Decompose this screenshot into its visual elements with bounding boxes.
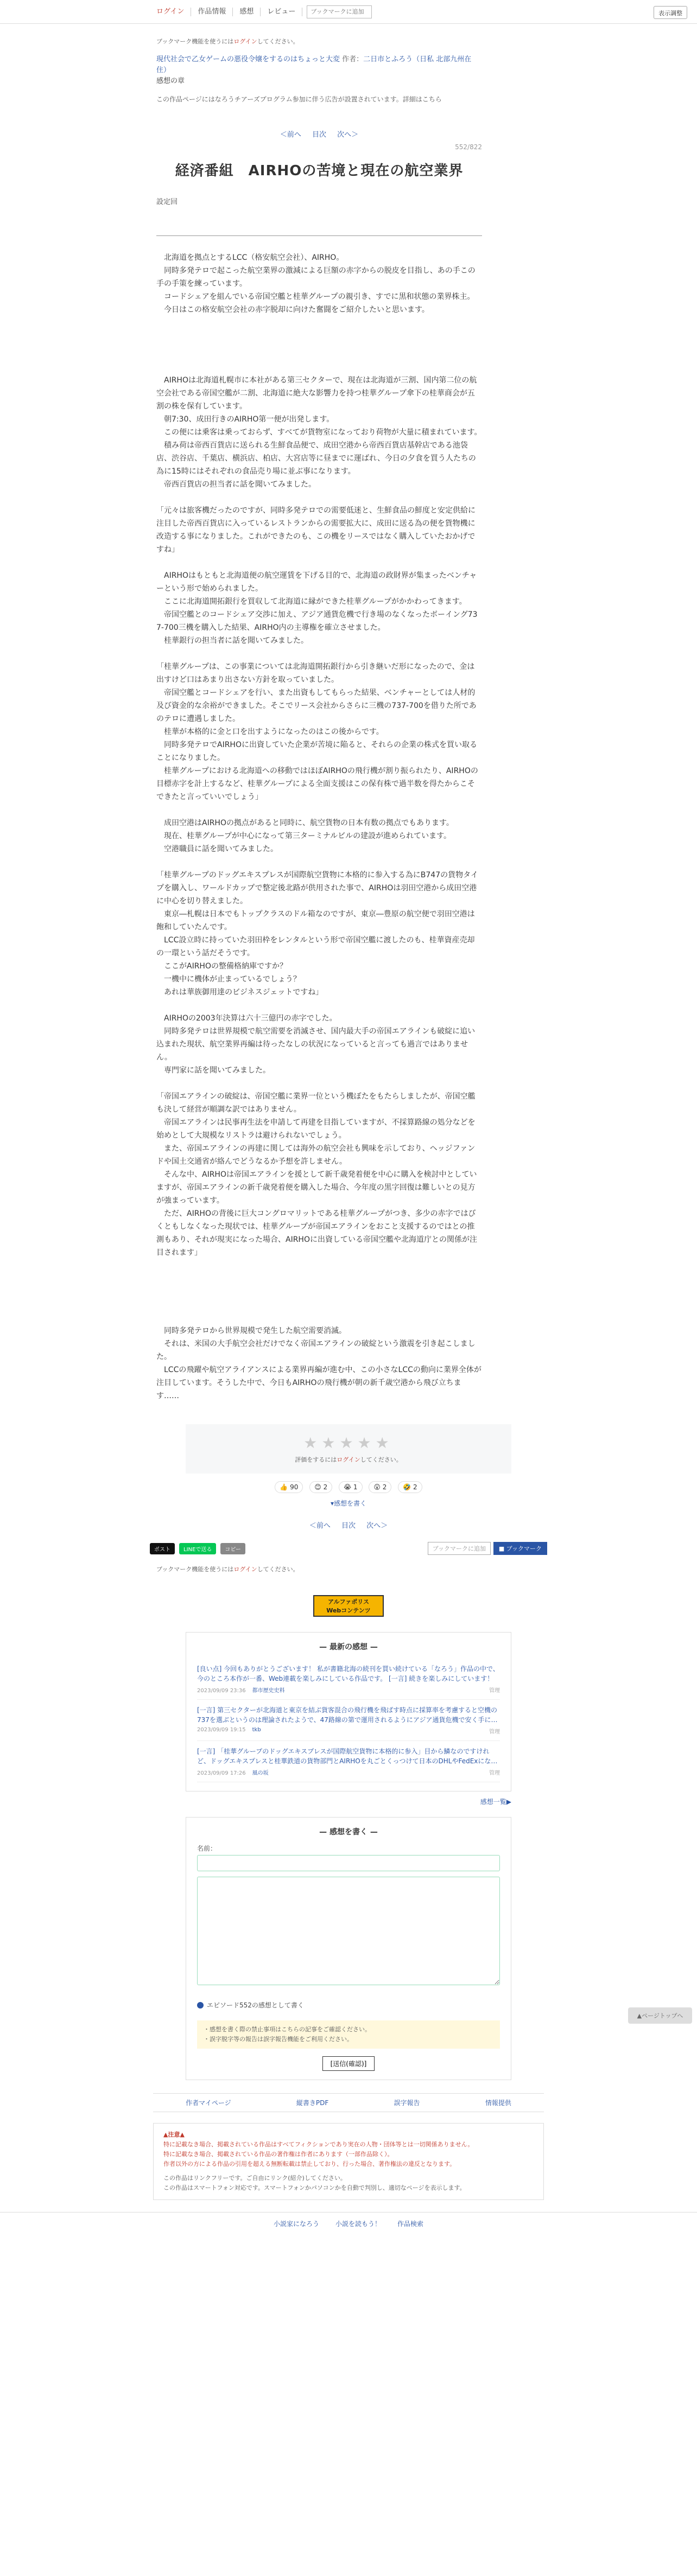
bottom-nav — [0, 2212, 697, 2239]
caution-note: この作品はリンクフリーです。ご自由にリンク(紹介)してください。 この作品はスマートフォン対応です。スマートフォンかパソコンかを自動で判別し、適切なページを表示します。 — [163, 2175, 466, 2191]
share-bar — [0, 1542, 697, 1555]
body-paragraph: 成田空港はAIRHOの拠点があると同時に、航空貨物の日本有数の拠点でもあります。 現在、桂華グループが中心になって第三ターミナルビルの建設が進められています。 空港職員に話を聞いてみました。 — [163, 819, 454, 853]
series-info — [156, 54, 482, 87]
radio-icon — [197, 2002, 204, 2008]
write-heading: — 感想を書く — — [319, 1828, 378, 1837]
form-warning: ・感想を書く際の禁止事項はこちらの記事をご確認ください。 ・誤字脱字等の報告は誤字報告機能をご利用ください。 — [197, 2020, 500, 2049]
reaction-button[interactable] — [398, 1481, 422, 1493]
body-paragraph: 「帝国エアラインの破綻は、帝国空艦に業界一位という機ぼたをもたらしましたが、帝国空艦も決して経営が順調な訳ではありません。 帝国エアラインは民事再生法を申請して再建を目指していますが、不採算路線の処分などを始めとして大規模なリストラは避けられないでしょう。 また、帝国エアラインの再建に関しては海外の航空会社も興味を示しており、ヘッジファンドや国土交通省が絡んでどうなるか予想を許しません。 そんな中、AIRHOは帝国エアラインを援として新千歳発着便を中心に購入を検討中としていますが、帝国エアラインの新千歳発着便を購入した場合、今年度の黒字回復は難しいとの見方が強まっています。 ただ、AIRHOの背後に巨大コングロマリットである桂華グループがつき、多少の赤字ではびくともしなくなった現状では、桂華グループが帝国エアラインをおこと支援するのではとの推測もあり、それが現実になった場合、AIRHOに出資している帝国空艦や北海道庁との関係が注目されます」 — [156, 1092, 477, 1257]
prev-link[interactable]: ＜前へ — [309, 1522, 331, 1530]
reaction-button[interactable] — [369, 1481, 391, 1493]
reaction-emoji: 👍 — [280, 1483, 288, 1491]
bookmark-button[interactable]: ■ ブックマーク — [493, 1542, 547, 1555]
rating-stars[interactable]: ★★★★★ — [303, 1434, 394, 1452]
preface-label: 設定回 — [156, 198, 178, 206]
info-provide-link[interactable]: 情報提供 — [485, 2099, 511, 2107]
rating-note — [186, 1455, 511, 1464]
alphapolis-banner[interactable]: アルファポリス Webコンテンツ — [313, 1595, 384, 1617]
review-manage-link[interactable]: 管理 — [489, 1729, 500, 1735]
reaction-bar — [0, 1481, 697, 1493]
reaction-button[interactable] — [309, 1481, 332, 1493]
reaction-emoji: 😮 — [373, 1483, 381, 1491]
bookmark-login-link[interactable]: ログイン — [233, 1566, 257, 1573]
pager-top — [156, 129, 482, 139]
episode-checkbox[interactable] — [197, 2000, 500, 2010]
reviewer-link[interactable]: tkb — [252, 1727, 261, 1733]
body-paragraph: 同時多発テロから世界規模で発生した航空需要消滅。 それは、米国の大手航空会社だけでなく帝国エアラインの破綻という激震を引き起こしました。 LCCの飛躍や航空アライアンスによる業界再編が進む中、この小さなLCCの動向に業界全体が注目しています。そうした中で、今日もAIRHOの飛行機が朝の新千歳空港から飛び立ちます…… — [156, 1327, 481, 1400]
bookmark-note-suffix: してください。 — [257, 38, 299, 45]
reaction-count: 2 — [413, 1483, 417, 1491]
impressions-link[interactable]: 感想 — [233, 8, 261, 16]
login-link[interactable]: ログイン — [150, 8, 191, 16]
bookmark-add-button[interactable]: ブックマークに追加 — [428, 1542, 491, 1555]
chapter-label: 感想の章 — [156, 77, 185, 85]
prev-link[interactable]: ＜前へ — [280, 131, 301, 139]
caution-heading: ▲注意▲ — [163, 2131, 185, 2138]
reaction-count: 1 — [353, 1483, 358, 1491]
share-line-button[interactable]: LINEで送る — [179, 1543, 216, 1554]
review-meta — [197, 1768, 500, 1776]
body-paragraph: 「桂華グループは、この事業については北海道開拓銀行から引き継いだ形になったので、金は出すけど口はあまり出さない方針を取っていました。 帝国空艦とコードシェアを行い、また出資もしてもらった結果、ベンチャーとしては人材的及び資金的な余裕ができました。そこでリース会社からさらに三機の737-700を借りた所であのテロに遭遇しました。 桂華が本格的に金と口を出すようになったのはこの後からです。 同時多発テロでAIRHOに出資していた企業が苦境に陥ると、それらの企業の株式を買い取ることになりました。 桂華グループにおける北海道への移動ではほぼAIRHOの飛行機が割り振られたり、AIRHOの目標赤字を計上するなど、桂華グループによる全面支援はこの保有株で過半数を得たからこそできたと言っていいでしょう」 — [156, 662, 478, 801]
impression-textarea[interactable] — [197, 1877, 500, 1985]
episode-checkbox-label: エピソード552の感想として書く — [207, 2001, 304, 2009]
review-meta — [197, 1686, 500, 1694]
rating-box — [186, 1424, 511, 1474]
toc-link[interactable]: 目次 — [312, 131, 326, 139]
name-input[interactable] — [197, 1855, 500, 1871]
next-link[interactable]: 次へ＞ — [366, 1522, 388, 1530]
rating-login-link[interactable]: ログイン — [337, 1456, 360, 1463]
body-paragraph: 「元々は旅客機だったのですが、同時多発テロでの需要低迷と、生鮮食品の鮮度と安定供給に注目した帝西百貨店に入っているレストランからの需要拡大に、成田に送る為の便を貨物機に改造する事になりました。これができたのも、この機をリースではなく購入していたおかげですね」 — [156, 506, 476, 554]
review-date: 2023/09/09 19:15 — [197, 1727, 246, 1733]
work-info-link[interactable]: 作品情報 — [191, 8, 233, 16]
caution-text: 特に記載なき場合、掲載されている作品はすべてフィクションであり実在の人物・団体等とは一切関係ありません。 特に記載なき場合、掲載されている作品の著作権は作者にあります（一部作品除く）。 作者以外の方による作品の引用を超える無断転載は禁止しており、行った場合、著作権法の違反となります。 — [163, 2141, 474, 2167]
preface-divider — [156, 235, 482, 236]
bookmark-note-text: ブックマーク機能を使うには — [156, 1566, 234, 1573]
reaction-count: 90 — [290, 1483, 299, 1491]
episode-body — [156, 251, 482, 1402]
review-item — [197, 1741, 500, 1782]
author-prefix: 作者： — [342, 55, 364, 63]
ad-notice: この作品ページにはなろうチアーズプログラム参加に伴う広告が設置されています。詳細はこちら — [156, 95, 442, 103]
share-x-button[interactable]: ポスト — [150, 1543, 175, 1554]
review-item — [197, 1700, 500, 1741]
bookmark-note — [0, 1565, 697, 1573]
episode-counter: 552/822 — [455, 143, 482, 151]
write-impression-form — [186, 1817, 511, 2080]
author-link[interactable]: 二日市とふろう（日私 北部九州在住） — [156, 55, 472, 74]
body-paragraph: AIRHOは北海道札幌市に本社がある第三セクターで、現在は北海道が三割、国内第二位の航空会社である帝国空艦が二割、北海道に絶大な影響力を持つ桂華グループ傘下の桂華商会が五割の株を保有しています。 朝7:30、成田行きのAIRHO第一便が出発します。 この便には乗客は乗っておらず、すべてが貨物室になっており荷物が大量に積まれています。 積み荷は帝西百貨店に送られる生鮮食品便で、成田空港から帝西百貨店基幹店である池袋店、渋谷店、千葉店、横浜店、柏店、大宮店等に昼までに運ばれ、今日の夕食を買う人たちの為に15時にはそれぞれの食品売り場に並ぶ事になります。 帝西百貨店の担当者に話を聞いてみました。 — [156, 376, 482, 489]
typo-report-link[interactable]: 誤字報告 — [394, 2099, 420, 2107]
reaction-count: 2 — [323, 1483, 328, 1491]
review-link[interactable]: レビュー — [261, 8, 302, 16]
caution-box — [153, 2123, 544, 2200]
body-paragraph: 「桂華グループのドッグエキスプレスが国際航空貨物に本格的に参入する為にB747の貨物タイプを購入し、ワールドカップで整定後北路が供用された事で、AIRHOは羽田空港から成田空港に中心を切り替えました。 東京―札幌は日本でもトップクラスのドル箱なのですが、東京―豊原の航空便で羽田空港は飽和していたんです。 LCC設立時に持っていた羽田枠をレンタルという形で帝国空艦に渡したのも、桂華資産売却の一環という話だそうです。 ここがAIRHOの整備格納庫ですか？ 一機中に機体が止まっているでしょう？ あれは華族御用達のビジネスジェットですね」 — [156, 871, 478, 997]
series-title-link[interactable]: 現代社会で乙女ゲームの悪役令嬢をするのはちょっと大変 — [156, 55, 340, 63]
reaction-emoji: 😭 — [344, 1483, 352, 1491]
bookmark-note — [156, 37, 482, 46]
name-label: 名前： — [197, 1845, 217, 1852]
pager-bottom — [0, 1520, 697, 1530]
footer-links — [153, 2093, 544, 2112]
review-item — [197, 1659, 500, 1700]
reaction-emoji: 😊 — [314, 1483, 321, 1491]
body-paragraph: AIRHOの2003年決算は六十三億円の赤字でした。 同時多発テロは世界規模で航空需要を消滅させ、国内最大手の帝国エアラインも破綻に追い込まれた現状、航空業界再編は待ったなしの状況になっていると言っても過言ではありません。 専門家に話を聞いてみました。 — [156, 1014, 476, 1075]
reaction-button[interactable] — [339, 1481, 363, 1493]
bookmark-add-input[interactable] — [307, 5, 372, 18]
narou-home-link[interactable]: 小説家になろう — [273, 2220, 319, 2228]
write-impression-toggle[interactable]: ▾感想を書く — [330, 1500, 367, 1507]
author-page-link[interactable]: 作者マイページ — [186, 2099, 231, 2107]
bookmark-note-text: ブックマーク機能を使うには — [156, 38, 234, 45]
reviewer-link[interactable]: 風の坂 — [252, 1770, 269, 1776]
review-text[interactable]: [一言] 第三セクターが北海道と東京を結ぶ貨客混合の飛行機を飛ばす時点に採算率を考慮すると空機の737を選ぶというのは理論されたようで、47路線の第で運用されるようにアジア通貨危機で安く手に… — [197, 1706, 498, 1724]
review-text[interactable]: [一言] 「桂華グループのドッグエキスプレスが国際航空貨物に本格的に参入」目から鱗なのですけれど、ドッグエキスプレスと桂華鉄道の貨物部門とAIRHOを丸ごとくっつけて日本のDHLやFedExにな… — [197, 1748, 498, 1765]
rating-note-suffix: してください。 — [360, 1456, 402, 1463]
reaction-button[interactable] — [275, 1481, 303, 1493]
submit-button[interactable]: [送信(確認)] — [322, 2056, 375, 2071]
review-text[interactable]: [良い点] 今回もありがとうございます！ 私が書籍北海の続刊を買い続けている「なろう」作品の中で、今のところ本作が一番、Web連載を楽しみにしている作品です。 [一言] 続きを楽しみにしています！ — [197, 1665, 499, 1682]
reviewer-link[interactable]: 都市歴史史料 — [252, 1688, 285, 1694]
review-date: 2023/09/09 23:36 — [197, 1688, 246, 1694]
reviews-heading: — 最新の感想 — — [319, 1643, 378, 1652]
review-meta — [197, 1727, 500, 1735]
rating-note-text: 評価をするには — [295, 1456, 337, 1463]
top-navbar — [0, 0, 697, 24]
body-paragraph: AIRHOはもともと北海道便の航空運賃を下げる目的で、北海道の政財界が集まったベンチャーという形で始められました。 ここに北海道開拓銀行を買収して北海道に縁ができた桂華グループがかかわってきます。 帝国空艦とのコードシェア交渉に加え、アジア通貨危機で行き場のなくなったボーイング737-700三機を購入した結果、AIRHO内の主導権を確立させました。 桂華銀行の担当者に話を聞いてみました。 — [156, 571, 478, 645]
review-manage-link[interactable]: 管理 — [489, 1770, 500, 1776]
toc-link[interactable]: 目次 — [341, 1522, 356, 1530]
bookmark-note-suffix: してください。 — [257, 1566, 299, 1573]
review-manage-link[interactable]: 管理 — [489, 1688, 500, 1694]
search-link[interactable]: 作品検索 — [397, 2220, 424, 2228]
next-link[interactable]: 次へ＞ — [337, 131, 359, 139]
body-paragraph: 北海道を拠点とするLCC（格安航空会社）、AIRHO。 同時多発テロで起こった航空業界の激減による巨額の赤字からの脱皮を目指し、あの手この手の手策を練っています。 コードシェアを組んでいる帝国空艦と桂華グループの親引き、すでに黒和状態の業界株主。 今日はこの格安航空会社の赤字脱却に向けた奮闘をご紹介したいと思います。 — [156, 253, 476, 314]
review-date: 2023/09/09 17:26 — [197, 1770, 246, 1776]
latest-reviews — [186, 1632, 511, 1791]
reaction-count: 2 — [382, 1483, 387, 1491]
bookmark-login-link[interactable]: ログイン — [233, 38, 257, 45]
yomou-link[interactable]: 小説を読もう！ — [335, 2220, 381, 2228]
episode-title: 経済番組 AIRHOの苦境と現在の航空業界 — [175, 163, 464, 179]
vertical-pdf-link[interactable]: 縦書きPDF — [296, 2099, 329, 2107]
copy-link-button[interactable]: コピー — [220, 1543, 245, 1554]
display-settings-button[interactable]: 表示調整 — [654, 6, 687, 19]
page-top-button[interactable]: ▲ページトップへ — [628, 2007, 692, 2024]
review-list-link[interactable]: 感想一覧▶ — [480, 1798, 511, 1806]
reaction-emoji: 🤣 — [403, 1483, 411, 1491]
